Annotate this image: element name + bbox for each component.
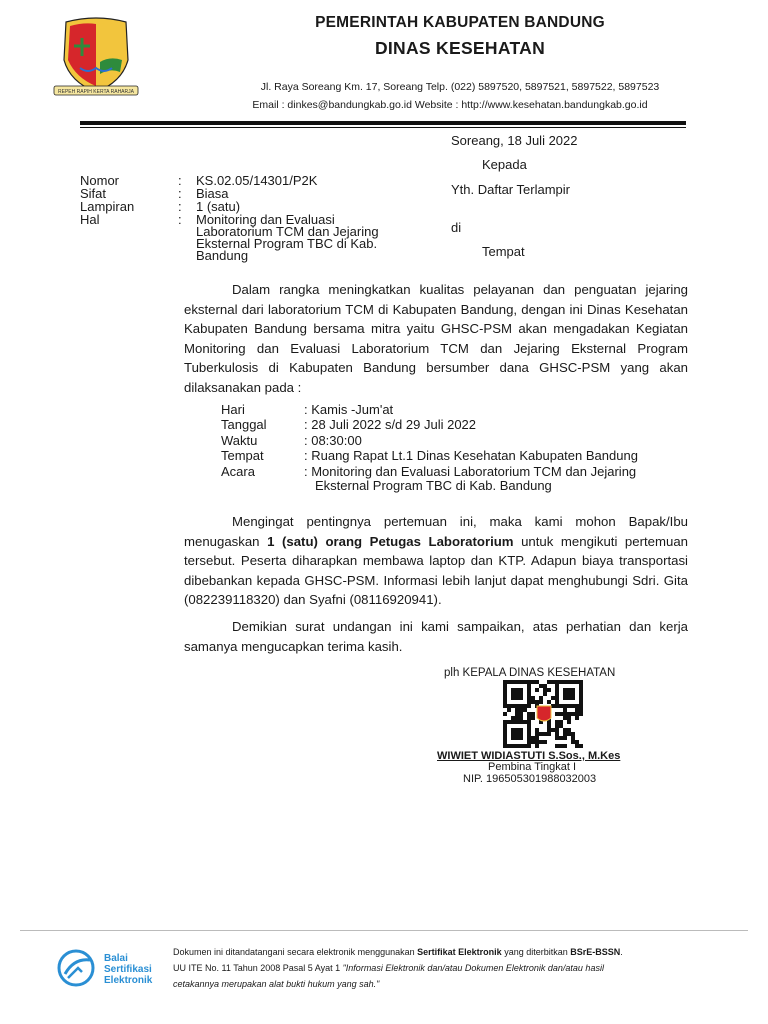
letterhead-divider-thick [80,121,686,125]
tempat-value: : Ruang Rapat Lt.1 Dinas Kesehatan Kabupaten Bandung [304,448,638,463]
logo-ribbon-text: REPEH RAPIH KERTA RAHARJA [58,89,134,95]
kabupaten-bandung-logo [52,16,140,100]
footer-text: . [620,947,623,957]
hal-value-line: Bandung [196,248,249,263]
qr-code-signature [503,680,583,748]
acara-value-continued: Eksternal Program TBC di Kab. Bandung [315,478,552,493]
acara-value: : Monitoring dan Evaluasi Laboratorium TCM dan Jejaring [304,464,637,479]
nomor-colon: : [178,173,182,188]
letterhead-contact: Email : dinkes@bandungkab.go.id Website : http://www.kesehatan.bandungkab.go.id [252,99,648,111]
letterhead-divider-thin [80,127,686,128]
place-date: Soreang, 18 Juli 2022 [451,133,578,148]
bsre-logo-icon [56,948,100,988]
tanggal-value: : 28 Juli 2022 s/d 29 Juli 2022 [304,417,477,432]
hal-value-line: Eksternal Program TBC di Kab. [196,236,378,251]
acara-label: Acara [221,464,255,479]
signer-nip: NIP. 196505301988032003 [463,773,597,785]
footer-text-bold: BSrE-BSSN [570,947,621,957]
tanggal-label: Tanggal [221,417,267,432]
letterhead-agency-name: DINAS KESEHATAN [374,38,546,58]
paragraph-2-text-end: untuk mengikuti pertemuan tersebut. Peserta diharapkan membawa laptop dan KTP. Adapun biaya transportasi dibebankan kepada GHSC-PSM. Informasi lebih lanjut dapat menghubungi Sdri. Gita (082239118320) dan Syafni (08116920941). [184,533,688,607]
body-paragraph-1 [184,280,688,397]
sifat-colon: : [178,186,182,201]
paragraph-2-text-start: Mengingat pentingnya pertemuan ini, maka kami mohon Bapak/Ibu menugaskan [184,514,688,549]
letterhead-government-name: PEMERINTAH KABUPATEN BANDUNG [315,14,605,31]
paragraph-3-text: Demikian surat undangan ini kami sampaikan, atas perhatian dan kerja samanya mengucapkan terima kasih. [184,619,688,654]
bsre-logo-text: Elektronik [104,975,153,986]
footer-line-1 [173,944,713,960]
hari-value: : Kamis -Jum'at [304,402,394,417]
lampiran-value: 1 (satu) [196,199,241,214]
footer-line-3 [173,976,713,992]
footer-text-italic: "Informasi Elektronik dan/atau Dokumen Elektronik dan/atau hasil [342,963,604,973]
waktu-label: Waktu [221,433,258,448]
signer-name: WIWIET WIDIASTUTI S.Sos., M.Kes [437,750,621,762]
hal-value-line: Monitoring dan Evaluasi [196,212,335,227]
signature-title: plh KEPALA DINAS KESEHATAN [444,667,616,679]
nomor-label: Nomor [80,173,120,188]
sifat-value: Biasa [196,186,229,201]
footer-text-bold: Sertifikat Elektronik [417,947,502,957]
recipient-name: Yth. Daftar Terlampir [451,182,570,197]
body-paragraph-2 [184,512,688,610]
hari-label: Hari [221,402,245,417]
recipient-di: di [451,220,462,235]
bsre-logo-text: Balai [104,953,128,964]
footer-divider [20,930,748,931]
footer-text: Dokumen ini ditandatangani secara elektronik menggunakan [173,947,418,957]
sifat-label: Sifat [80,186,107,201]
tempat-label: Tempat [221,448,264,463]
recipient-kepada: Kepada [482,157,527,172]
signer-rank: Pembina Tingkat I [488,761,577,773]
footer-text: UU ITE No. 11 Tahun 2008 Pasal 5 Ayat 1 [173,963,343,973]
lampiran-colon: : [178,199,182,214]
recipient-tempat: Tempat [482,244,525,259]
hal-colon: : [178,212,182,227]
hal-value-line: Laboratorium TCM dan Jejaring [196,224,379,239]
letterhead-address: Jl. Raya Soreang Km. 17, Soreang Telp. (022) 5897520, 5897521, 5897522, 5897523 [260,81,660,93]
hal-label: Hal [80,212,100,227]
footer-text: yang diterbitkan [501,947,571,957]
body-paragraph-3 [184,617,688,656]
footer-text-italic: cetakannya merupakan alat bukti hukum yang sah." [173,979,380,989]
paragraph-1-text: Dalam rangka meningkatkan kualitas pelayanan dan penguatan jejaring eksternal dari laboratorium TCM di Kabupaten Bandung, dengan ini Dinas Kesehatan Kabupaten Bandung bersama mitra yaitu GHSC-PSM akan mengadakan Kegiatan Monitoring dan Evaluasi Laboratorium TCM dan Jejaring Eksternal Program Tuberkulosis di Kabupaten Bandung bersumber dana GHSC-PSM yang akan dilaksanakan pada : [184,282,688,395]
waktu-value: : 08:30:00 [304,433,362,448]
nomor-value: KS.02.05/14301/P2K [196,173,318,188]
paragraph-2-bold-text: 1 (satu) orang Petugas Laboratorium [267,533,514,549]
bsre-logo-text: Sertifikasi [104,964,152,975]
lampiran-label: Lampiran [80,199,135,214]
footer-line-2 [173,960,713,976]
